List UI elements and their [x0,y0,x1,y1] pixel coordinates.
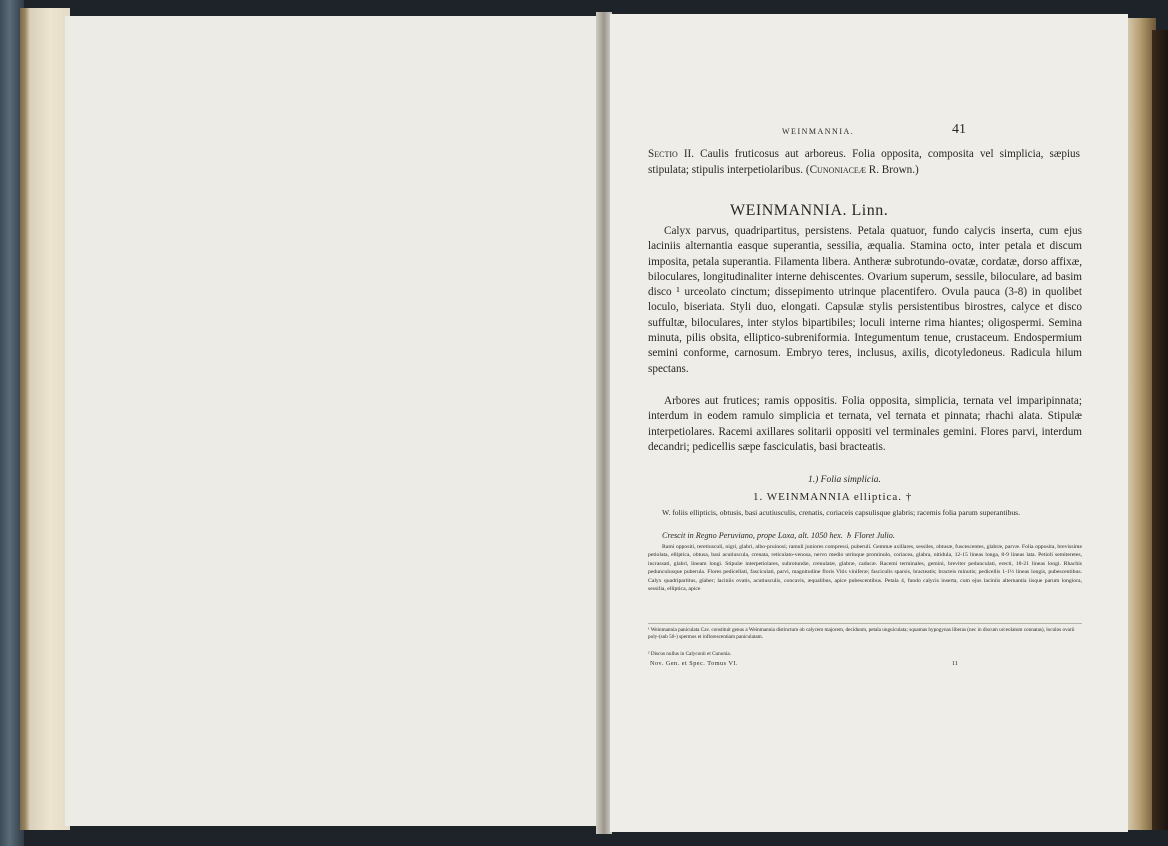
left-page-edges [20,8,70,830]
species-diagnosis: W. foliis ellipticis, obtusis, basi acutiusculis, crenatis, coriaceis capsulisque glabris; racemis folia parum superantibus. [662,508,1021,517]
section-group: Cunoniaceæ [809,163,866,176]
section-authority: R. Brown.) [865,163,919,176]
book-cover-right [1152,30,1168,830]
signature-mark: 11 [952,660,958,667]
footnote-2: ² Discus nullus in Calyconii et Cunonia. [648,651,731,657]
species-title: 1. WEINMANNIA elliptica. † [753,491,913,503]
genus-habit: Arbores aut frutices; ramis oppositis. Folia opposita, simplicia, ternata vel imparipinnata; interdum in eodem ramulo simplicia et ternata, vel ternata et pinnata; rhachi alata. Stipulæ interpetiolares. Racemi axillares solitarii oppositi vel terminales gemini. Flores parvi, interdum decandri; pedicellis sæpe fasciculatis, basi bracteatis. [648,395,1082,453]
running-head: WEINMANNIA. [782,127,855,136]
section-label: Sectio II. [648,148,695,160]
imprint: Nov. Gen. et Spec. Tomus VI. [650,660,739,667]
habitat-line: Crescit in Regno Peruviano, prope Loxa, alt. 1050 hex. ♄ Floret Julio. [662,531,895,540]
footnote-rule [648,623,1082,624]
footnote-1: ¹ Weinmannia paniculata Cav. constituit genus a Weinmannia distinctum ob calycem majorem, decidunm, petala unguiculata; squamas hypogynas liberas (nec in discum urceolatum connatas), loculos ovarii poly-(sub 50-) spermos et inflorescentiam paniculatam. [648,627,1075,641]
group-heading: 1.) Folia simplicia. [808,475,881,485]
genus-title: WEINMANNIA. Linn. [730,202,889,219]
section-text: Caulis fruticosus aut arboreus. Folia opposita, composita vel simplicia, sæpius stipulata; stipulis interpetiolaribus. ( [648,148,1081,176]
page-number: 41 [952,122,966,137]
species-description: Rami oppositi, teretiusculi, nigri, glabri, albo-pruinosi; ramuli juniores compressi, puberuli. Gemmæ axillares, sessiles, obtusæ, fuscescentes, glabræ, parvæ. Folia opposita, brevissime petiolata, elliptica, obtusa, basi acutiuscula, crenata, reticulato-venosa, nervo medio utrinque prominulo, coriacea, glabra, nitidula, 12-15 lineas longa, 8-9 lineas lata. Petioli semiteretes, incrassati, glabri, lineam longi. Stipulæ interpetiolares, subrotundæ, crenulatæ, glabræ, caducæ. Racemi terminales, gemini, breviter pedunculati, erecti, 18-21 lineas longi. Rhachis pedunculusque puberula. Flores pedicellati, fasciculati, parvi, magnitudine floris Vitis viniferæ; fasciculis sparsis, bracteatis; bracteis minutis; pedicellis 1-1½ lineas longis, pubescentibus. Calyx quadripartitus, glaber; laciniis ovatis, acutiusculis, concavis, æqualibus, apice pubescentibus. Petala 4, fundo calycis inserta, cum ejus laciniis alternantia iisque parum longiora, sessilia, elliptica, apice [648,544,1082,593]
left-page-blank [65,16,597,826]
right-page [610,14,1128,832]
section-note [648,147,1080,178]
genus-description: Calyx parvus, quadripartitus, persistens. Petala quatuor, fundo calycis inserta, cum ejus laciniis alternantia easque superantia, sessilia, æqualia. Stamina octo, inter petala et discum imposita, petala superantia. Filamenta libera. Antheræ subrotundo-ovatæ, cordatæ, dorso affixæ, biloculares, longitudinaliter interne dehiscentes. Ovarium superum, sessile, biloculare, ad basim disco ¹ urceolato cinctum; dissepimento utrinque placentifero. Ovula pauca (3-8) in quolibet loculo, biseriata. Styli duo, elongati. Capsulæ stylis persistentibus birostres, calyce et disco suffultæ, biloculares, inter stylos bipartibiles; loculi interne rima hiantes; oligospermi. Semina minuta, pilis obsita, elliptico-subreniformia. Integumentum tenue, crustaceum. Endospermium semini conforme, carnosum. Embryo teres, inclusus, axilis, dicotyledoneus. Radicula hilum spectans. [648,225,1082,375]
